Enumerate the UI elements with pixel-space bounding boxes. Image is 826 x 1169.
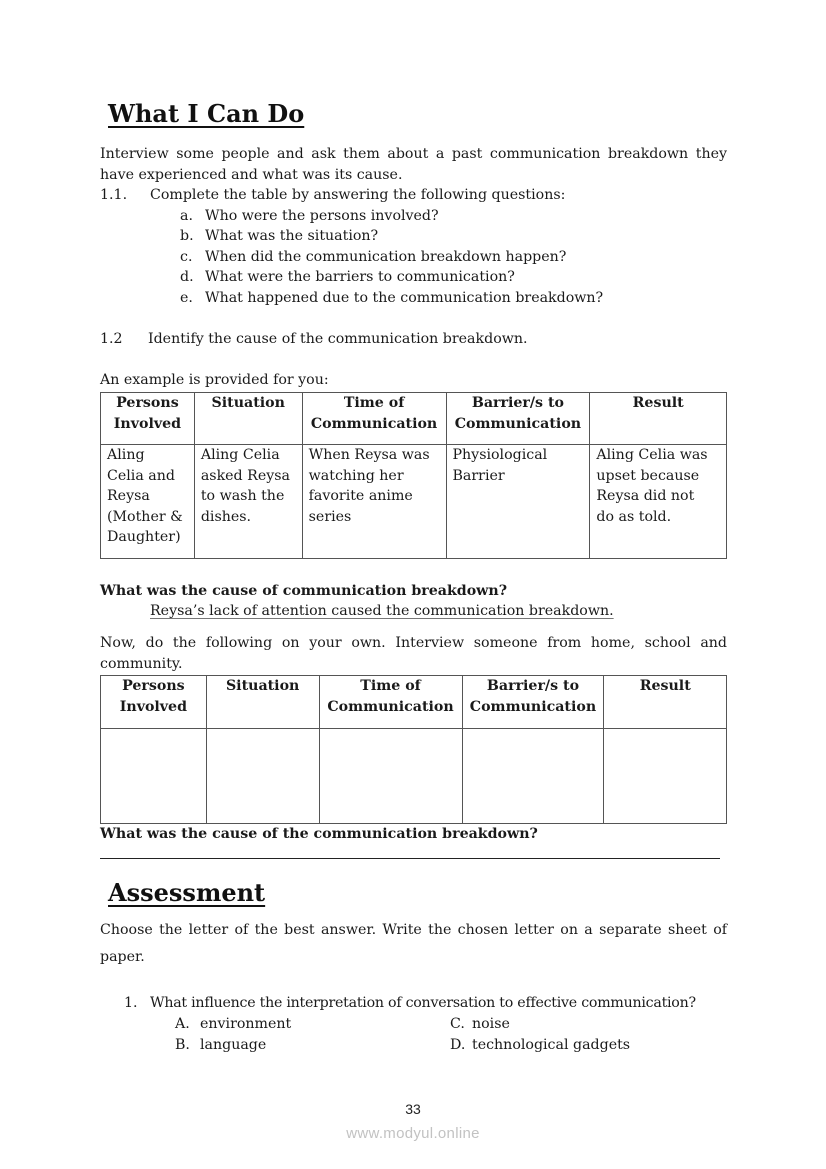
blank-interview-table [100, 675, 727, 824]
question-text: What was the situation? [205, 228, 379, 244]
example-table [100, 392, 727, 559]
cell-barriers: Physiological Barrier [446, 445, 590, 559]
choice-text: noise [472, 1016, 510, 1032]
example-label: An example is provided for you: [100, 372, 329, 388]
step-number-1-1: 1.1. [100, 187, 128, 203]
header-situation: Situation [206, 676, 319, 729]
section-title-assessment: Assessment [108, 878, 266, 907]
question-text: When did the communication breakdown happen? [205, 249, 567, 265]
blank-cell-result [604, 729, 727, 824]
step-number-1-2: 1.2 [100, 331, 123, 347]
question-text: What happened due to the communication breakdown? [205, 290, 604, 306]
choice-text: technological gadgets [472, 1037, 631, 1053]
header-persons-involved: Persons Involved [101, 676, 207, 729]
step-text-1-1: Complete the table by answering the following questions: [150, 187, 566, 203]
answer-blank-line [100, 858, 720, 859]
cell-persons-involved: Aling Celia and Reysa (Mother & Daughter) [101, 445, 195, 559]
assessment-instruction-line2: paper. [100, 949, 145, 965]
example-cause-question: What was the cause of communication breakdown? [100, 583, 508, 599]
cell-situation: Aling Celia asked Reysa to wash the dishes. [194, 445, 302, 559]
blank-cell-persons-involved [101, 729, 207, 824]
header-barriers: Barrier/s to Communication [462, 676, 604, 729]
own-task-line1: Now, do the following on your own. Interview someone from home, school and [100, 635, 727, 651]
item-number: 1. [124, 995, 138, 1011]
table-header-row [101, 393, 727, 445]
question-letter: b. [180, 228, 194, 244]
step-text-1-2: Identify the cause of the communication breakdown. [148, 331, 528, 347]
choice-text: language [200, 1037, 267, 1053]
header-result: Result [590, 393, 727, 445]
own-cause-question: What was the cause of the communication breakdown? [100, 826, 538, 842]
header-time-of-communication: Time of Communication [302, 393, 446, 445]
question-letter: e. [180, 290, 193, 306]
page-number: 33 [405, 1101, 421, 1117]
intro-text-line2: have experienced and what was its cause. [100, 167, 403, 183]
choice-letter: A. [175, 1016, 190, 1032]
blank-cell-situation [206, 729, 319, 824]
section-title-what-i-can-do: What I Can Do [108, 99, 305, 128]
blank-cell-barriers [462, 729, 604, 824]
cell-time-of-communication: When Reysa was watching her favorite anime series [302, 445, 446, 559]
own-task-line2: community. [100, 656, 183, 672]
example-cause-answer: Reysa’s lack of attention caused the communication breakdown. [150, 603, 614, 619]
watermark: www.modyul.online [346, 1125, 480, 1142]
question-text: What were the barriers to communication? [205, 269, 515, 285]
header-persons-involved: Persons Involved [101, 393, 195, 445]
assessment-instruction-line1: Choose the letter of the best answer. Write the chosen letter on a separate sheet of [100, 922, 727, 938]
blank-cell-time-of-communication [319, 729, 462, 824]
table-row-blank [101, 729, 727, 824]
choice-letter: D. [450, 1037, 466, 1053]
question-text: Who were the persons involved? [205, 208, 439, 224]
header-barriers: Barrier/s to Communication [446, 393, 590, 445]
table-header-row [101, 676, 727, 729]
cell-result: Aling Celia was upset because Reysa did not do as told. [590, 445, 727, 559]
question-letter: a. [180, 208, 193, 224]
header-result: Result [604, 676, 727, 729]
item-question: What influence the interpretation of conversation to effective communication? [150, 995, 696, 1011]
choice-text: environment [200, 1016, 292, 1032]
header-time-of-communication: Time of Communication [319, 676, 462, 729]
question-letter: c. [180, 249, 193, 265]
intro-text-line1: Interview some people and ask them about a past communication breakdown they [100, 146, 727, 162]
question-letter: d. [180, 269, 194, 285]
table-row [101, 445, 727, 559]
choice-letter: C. [450, 1016, 465, 1032]
choice-letter: B. [175, 1037, 190, 1053]
header-situation: Situation [194, 393, 302, 445]
